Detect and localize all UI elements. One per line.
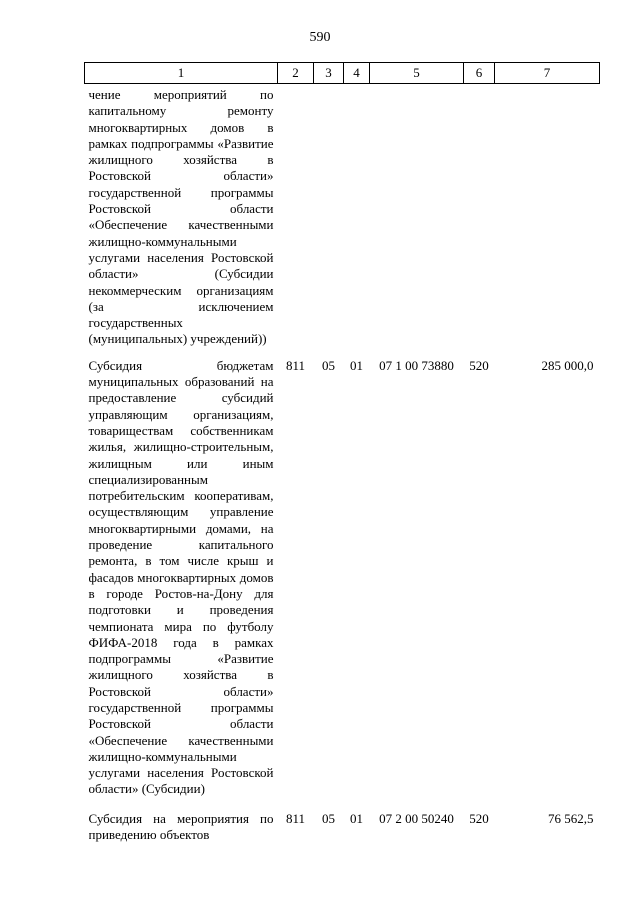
row-description: чение мероприятий по капитальному ремонту многоквартирных домов в рамках подпрограммы «Развитие жилищного хозяйства в Ростовской области» государственной программы Ростовской области «Обеспечение качественными жилищно-коммунальными услугами населения Ростовской области» (Субсидии некоммерческим организациям (за исключением государственных (муниципальных) учреждений)): [88, 87, 274, 347]
table-header-row: [85, 63, 600, 84]
column-header: 6: [464, 63, 495, 84]
row-amount: 285 000,0: [541, 357, 594, 373]
page-number: 590: [309, 30, 331, 45]
row-rz: 05: [322, 357, 335, 373]
table-row: [85, 798, 600, 844]
row-description-text: Субсидия на мероприятия по приведению объектов: [88, 810, 274, 843]
row-vr: 520: [469, 810, 489, 826]
row-vr: 520: [469, 357, 489, 373]
column-header: 7: [495, 63, 600, 84]
column-header: 5: [370, 63, 464, 84]
row-rz: [314, 84, 344, 348]
row-gr: 811: [285, 357, 306, 373]
row-description: [85, 798, 278, 844]
column-header: 4: [344, 63, 370, 84]
row-gr: 811: [285, 810, 306, 826]
column-header: 3: [314, 63, 344, 84]
row-pr: 01: [350, 357, 363, 373]
column-header: 1: [85, 63, 278, 84]
row-description: Субсидия бюджетам муниципальных образований на предоставление субсидий управляющим организациям, товариществам собственникам жилья, жилищно-строительным, жилищным или иным специализированным потребительским кооперативам, осуществляющим управление многоквартирными домами, на проведение капитального ремонта, в том числе крыш и фасадов многоквартирных домов в городе Ростов-на-Дону для подготовки и проведения чемпионата мира по футболу ФИФА-2018 года в рамках подпрограммы «Развитие жилищного хозяйства в Ростовской области» государственной программы Ростовской области «Обеспечение качественными жилищно-коммунальными услугами населения Ростовской области» (Субсидии): [88, 357, 274, 797]
row-vr: [464, 84, 495, 348]
row-pr: 01: [350, 810, 363, 826]
column-header: 2: [278, 63, 314, 84]
row-pr: [344, 84, 370, 348]
row-csr: 07 1 00 73880: [379, 357, 454, 373]
row-csr: 07 2 00 50240: [379, 810, 454, 826]
table-row: [85, 348, 600, 798]
row-amount: [495, 84, 600, 348]
budget-table: [84, 62, 600, 843]
row-rz: 05: [322, 810, 335, 826]
row-csr: [370, 84, 464, 348]
row-amount: 76 562,5: [548, 810, 594, 826]
row-gr: [278, 84, 314, 348]
table-row: [85, 84, 600, 348]
